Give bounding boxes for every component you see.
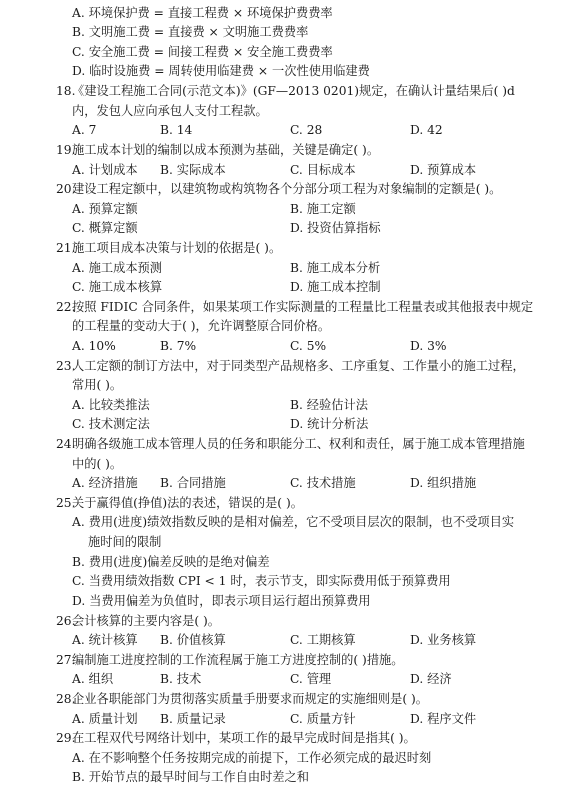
q18-option-c: C. 28: [290, 123, 323, 138]
question-number: 28.: [56, 691, 76, 706]
q25-option-line-4: D. 当费用偏差为负值时，即表示项目运行超出预算费用: [72, 593, 371, 608]
q21-option-b: B. 施工成本分析: [290, 260, 381, 275]
q19-option-c: C. 目标成本: [290, 162, 356, 177]
q28-stem: [56, 690, 428, 710]
q21-stem: [56, 239, 281, 259]
q27-option-a: A. 组织: [72, 672, 114, 687]
q24-option-d: D. 组织措施: [410, 476, 477, 491]
q21-option-a: A. 施工成本预测: [72, 260, 163, 275]
q20-option-c: C. 概算定额: [72, 221, 138, 236]
q29-option-a: A. 在不影响整个任务按期完成的前提下，工作必须完成的最迟时刻: [72, 750, 432, 765]
q22-option-a: A. 10%: [72, 339, 116, 353]
question-number: 27.: [56, 652, 76, 667]
question-number: 29.: [56, 731, 76, 746]
q27-option-c: C. 管理: [290, 672, 332, 687]
q28-option-d: D. 程序文件: [410, 711, 477, 726]
question-number: 25.: [56, 495, 76, 510]
q28-option-c: C. 质量方针: [290, 711, 356, 726]
q22-option-c: C. 5%: [290, 339, 327, 353]
q25-option-line-2: B. 费用(进度)偏差反映的是绝对偏差: [72, 554, 270, 569]
q29-option-b: B. 开始节点的最早时间与工作自由时差之和: [72, 770, 309, 785]
q24-stem: [56, 435, 525, 455]
q25-option-line-0: A. 费用(进度)绩效指数反映的是相对偏差，它不受项目层次的限制，也不受项目实: [72, 515, 515, 530]
q22-option-d: D. 3%: [410, 339, 447, 353]
q25-option-line-3: C. 当费用绩效指数 CPI < 1 时，表示节支，即实际费用低于预算费用: [72, 574, 451, 589]
question-number: 18.: [56, 84, 76, 98]
q23-stem: [56, 357, 525, 377]
q26-stem: [56, 612, 220, 632]
question-text: 编制施工进度控制的工作流程属于施工方进度控制的( )措施。: [72, 652, 404, 667]
q18-option-a: A. 7: [72, 123, 97, 138]
q24-stem-cont: 中的( )。: [72, 456, 123, 471]
q22-stem-cont: 的工程量的变动大于( )，允许调整原合同价格。: [72, 319, 331, 334]
q24-option-c: C. 技术措施: [290, 476, 356, 491]
q17-option-d: D. 临时设施费 = 周转使用临建费 × 一次性使用临建费: [72, 64, 370, 79]
question-text: 施工成本计划的编制以成本预测为基础，关键是确定( )。: [72, 142, 380, 157]
q26-option-c: C. 工期核算: [290, 633, 356, 648]
q27-stem: [56, 651, 404, 671]
q23-option-b: B. 经验估计法: [290, 397, 368, 412]
q24-option-a: A. 经济措施: [72, 476, 138, 491]
question-number: 20.: [56, 182, 76, 197]
q26-option-b: B. 价值核算: [160, 633, 226, 648]
question-text: 关于赢得值(挣值)法的表述，错误的是( )。: [72, 495, 303, 510]
q22-option-b: B. 7%: [160, 339, 197, 353]
q26-option-d: D. 业务核算: [410, 633, 477, 648]
q19-option-b: B. 实际成本: [160, 162, 226, 177]
q25-option-line-1: 施时间的限制: [88, 535, 162, 550]
q26-option-a: A. 统计核算: [72, 633, 138, 648]
q19-option-d: D. 预算成本: [410, 162, 477, 177]
q19-option-a: A. 计划成本: [72, 162, 138, 177]
q21-option-d: D. 施工成本控制: [290, 280, 381, 295]
q23-stem-cont: 常用( )。: [72, 378, 123, 393]
q18-option-b: B. 14: [160, 123, 193, 138]
q17-option-b: B. 文明施工费 = 直接费 × 文明施工费费率: [72, 25, 309, 40]
question-text: 明确各级施工成本管理人员的任务和职能分工、权利和责任，属于施工成本管理措施: [72, 437, 525, 451]
question-number: 26.: [56, 613, 76, 628]
q20-option-d: D. 投资估算指标: [290, 221, 381, 236]
q19-stem: [56, 141, 379, 161]
question-number: 24.: [56, 437, 76, 451]
question-text: 施工项目成本决策与计划的依据是( )。: [72, 240, 282, 255]
q27-option-d: D. 经济: [410, 672, 452, 687]
question-text: 企业各职能部门为贯彻落实质量手册要求而规定的实施细则是( )。: [72, 691, 428, 706]
q20-option-a: A. 预算定额: [72, 201, 138, 216]
q25-stem: [56, 494, 303, 514]
q23-option-c: C. 技术测定法: [72, 417, 150, 432]
question-text: 建设工程定额中，以建筑物或构筑物各个分部分项工程为对象编制的定额是( )。: [72, 182, 502, 197]
q20-stem: [56, 180, 501, 200]
q28-option-b: B. 质量记录: [160, 711, 226, 726]
question-number: 23.: [56, 358, 76, 373]
q21-option-c: C. 施工成本核算: [72, 280, 163, 295]
question-text: 人工定额的制订方法中，对于同类型产品规格多、工序重复、工作量小的施工过程，: [72, 358, 525, 373]
q18-option-d: D. 42: [410, 123, 443, 138]
q18-stem-cont: 内，发包人应向承包人支付工程款。: [72, 103, 268, 118]
q23-option-d: D. 统计分析法: [290, 417, 369, 432]
question-text: 按照 FIDIC 合同条件，如果某项工作实际测量的工程量比工程量表或其他报表中规定: [72, 299, 534, 314]
q23-option-a: A. 比较类推法: [72, 397, 150, 412]
q29-stem: [56, 729, 416, 749]
q20-option-b: B. 施工定额: [290, 201, 356, 216]
q22-stem: [56, 298, 533, 318]
question-number: 19.: [56, 142, 76, 157]
q27-option-b: B. 技术: [160, 672, 202, 687]
q18-stem: [56, 82, 515, 102]
q17-option-a: A. 环境保护费 = 直接工程费 × 环境保护费费率: [72, 5, 333, 20]
q17-option-c: C. 安全施工费 = 间接工程费 × 安全施工费费率: [72, 44, 333, 59]
question-text: 会计核算的主要内容是( )。: [72, 613, 221, 628]
question-number: 22.: [56, 299, 76, 314]
q24-option-b: B. 合同措施: [160, 476, 226, 491]
question-text: 《建设工程施工合同(示范文本)》(GF—2013 0201)规定，在确认计量结果后( )d: [72, 84, 515, 98]
question-number: 21.: [56, 240, 76, 255]
q28-option-a: A. 质量计划: [72, 711, 138, 726]
question-text: 在工程双代号网络计划中，某项工作的最早完成时间是指其( )。: [72, 731, 416, 746]
